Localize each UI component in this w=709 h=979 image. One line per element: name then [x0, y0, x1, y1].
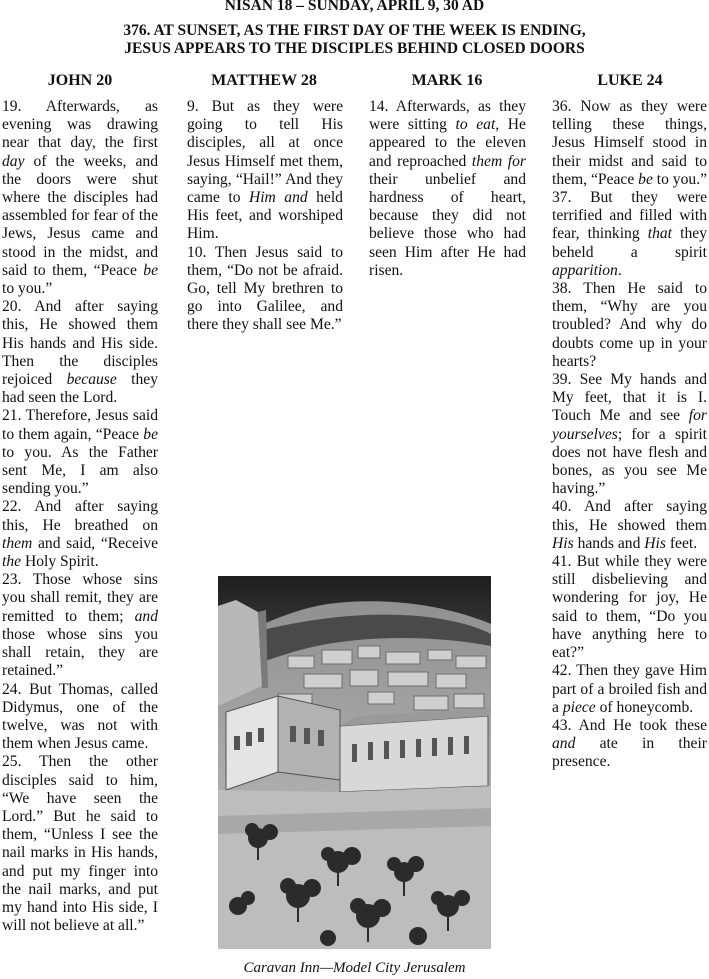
verse-text: , He appeared to the eleven and reproached — [369, 116, 526, 170]
verse — [2, 407, 158, 498]
verse — [552, 98, 707, 189]
verse — [552, 280, 707, 371]
verse-text: 37. But they were terrified and filled with fear, thinking — [552, 189, 707, 243]
verse-text: of the weeks, and the doors were shut where the disciples had assembled for fear of the Jews, Jesus came and stood in the midst, and said to them, “Peace — [2, 152, 158, 279]
verse-text: . — [617, 261, 622, 279]
verse-italic-text: that — [647, 225, 673, 243]
verse-text: to you. As the Father sent Me, I am also sending you.” — [2, 443, 158, 498]
model-city-photo — [218, 576, 491, 949]
verse-italic-text: be — [143, 425, 158, 443]
verse-italic-text: be — [638, 170, 653, 188]
verse-text: they had seen the Lord. — [2, 371, 158, 407]
verse — [2, 298, 158, 407]
verse-italic-text: for yourselves — [552, 407, 707, 443]
verse-text: 42. Then they gave Him part of a broiled fish and a — [552, 662, 707, 716]
verse-text: 43. And He took these — [552, 716, 707, 734]
verse-italic-text: day — [2, 152, 25, 170]
verse-italic-text: His — [644, 534, 666, 552]
verse-italic-text: piece — [562, 698, 596, 716]
verse-italic-text: and — [134, 607, 158, 625]
verse — [369, 98, 526, 280]
verse — [552, 189, 707, 280]
verse-text: 21. Therefore, Jesus said to them again, “Peace — [2, 407, 158, 443]
verse — [2, 571, 158, 680]
verse-text: to you.” — [652, 170, 708, 188]
section-title-line-1: 376. AT SUNSET, AS THE FIRST DAY OF THE WEEK IS ENDING, — [123, 22, 586, 39]
verse-italic-text: because — [66, 371, 117, 389]
verse — [2, 498, 158, 571]
verse-text: and said, “Receive — [32, 534, 158, 552]
verse — [187, 98, 343, 244]
verse — [552, 553, 707, 662]
verse-italic-text: the — [2, 553, 22, 571]
verse-text: 19. Afterwards, as evening was drawing near that day, the first — [2, 98, 158, 152]
column-matthew-text — [187, 98, 343, 335]
verse-text: 20. And after saying this, He showed them His hands and His side. Then the disciples rejoiced — [2, 298, 158, 389]
column-mark-text — [369, 98, 526, 280]
verse-text: of honeycomb. — [595, 698, 694, 716]
verse-italic-text: them for — [471, 152, 526, 170]
verse-italic-text: be — [143, 261, 158, 279]
verse — [2, 681, 158, 754]
verse-text: 10. Then Jesus said to them, “Do not be afraid. Go, tell My brethren to go into Galilee, and there they shall see Me.” — [187, 243, 343, 334]
header-date-line: NISAN 18 – SUNDAY, APRIL 9, 30 AD — [224, 0, 485, 14]
column-heading-luke: LUKE 24 — [597, 72, 663, 89]
verse-text: 39. See My hands and My feet, that it is I. Touch Me and see — [552, 371, 707, 425]
section-title-line-2: JESUS APPEARS TO THE DISCIPLES BEHIND CLOSED DOORS — [124, 40, 585, 57]
verse-text: 36. Now as they were telling these things, Jesus Himself stood in their midst and said to them, “Peace — [552, 98, 707, 188]
verse-text: 24. But Thomas, called Didymus, one of the twelve, was not with them when Jesus came. — [2, 680, 158, 753]
verse-text: hands and — [573, 534, 645, 552]
verse-text: held His feet, and worshiped Him. — [187, 189, 343, 243]
verse — [2, 98, 158, 298]
verse-text: 40. And after saying this, He showed them — [552, 498, 707, 534]
verse-italic-text: to eat — [455, 116, 496, 134]
column-heading-mark: MARK 16 — [411, 72, 483, 89]
verse — [187, 244, 343, 335]
verse-text: 38. Then He said to them, “Why are you troubled? And why do doubts come up in your hearts? — [552, 280, 707, 370]
verse-italic-text: and — [552, 735, 576, 753]
verse-text: 14. Afterwards, as they were sitting — [369, 98, 526, 134]
column-heading-matthew: MATTHEW 28 — [211, 72, 317, 89]
verse-text: Holy Spirit. — [21, 553, 99, 571]
verse-italic-text: apparition — [552, 261, 618, 279]
verse-text: ate in their presence. — [552, 735, 707, 771]
verse-text: 41. But while they were still disbelieving and wondering for joy, He said to them, “Do you have anything here to eat?” — [552, 553, 707, 662]
verse-italic-text: His — [552, 534, 574, 552]
verse — [552, 662, 707, 717]
column-luke-text — [552, 98, 707, 772]
verse-text: 22. And after saying this, He breathed on — [2, 498, 158, 534]
verse — [2, 753, 158, 935]
column-john-text — [2, 98, 158, 935]
verse-text: 23. Those whose sins you shall remit, they are remitted to them; — [2, 571, 158, 625]
verse — [552, 717, 707, 772]
verse-text: to you.” — [2, 280, 53, 298]
verse — [552, 371, 707, 498]
verse-italic-text: Him and — [248, 189, 308, 207]
verse-text: feet. — [665, 534, 698, 552]
verse-text: those whose sins you shall retain, they are retained.” — [2, 625, 158, 680]
photo-caption: Caravan Inn—Model City Jerusalem — [243, 960, 466, 976]
verse-text: they beheld a spirit — [552, 225, 707, 261]
verse-text: 9. But as they were going to tell His disciples, all at once Jesus Himself met them, saying, “Hail!” And they came to — [187, 98, 343, 207]
verse-text: their unbelief and hardness of heart, because they did not believe those who had seen Him after He had risen. — [369, 170, 526, 279]
verse — [552, 498, 707, 553]
column-heading-john: JOHN 20 — [47, 72, 113, 89]
verse-text: ; for a spirit does not have flesh and bones, as you see Me having.” — [552, 425, 707, 498]
verse-text: 25. Then the other disciples said to him, “We have seen the Lord.” But he said to them, “Unless I see the nail marks in His hands, and put my finger into the nail marks, and put my hand into His side, I will not believe at all.” — [2, 753, 158, 935]
verse-italic-text: them — [2, 534, 33, 552]
